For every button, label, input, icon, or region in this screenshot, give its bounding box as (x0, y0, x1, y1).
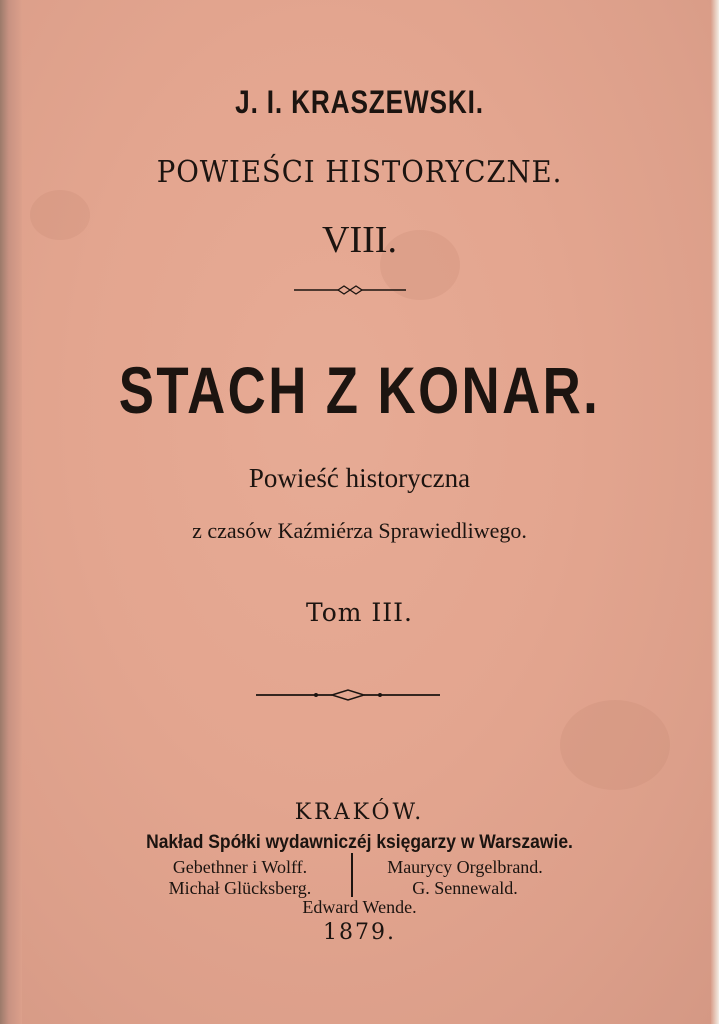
publication-year: 1879. (323, 920, 396, 945)
column-divider (351, 853, 353, 897)
book-title: STACH Z KONAR. (118, 353, 601, 427)
book-subtitle-line2: z czasów Kaźmiérza Sprawiedliwego. (192, 518, 527, 543)
page-edge (711, 0, 719, 1024)
book-spine (0, 0, 22, 1024)
series-number: VIII. (322, 219, 397, 261)
book-subtitle: Powieść historyczna (248, 463, 471, 493)
author-name: J. I. KRASZEWSKI. (235, 84, 484, 120)
paper-stain (560, 700, 670, 790)
partner-name: G. Sennewald. (412, 878, 518, 898)
partner-name: Michał Glücksberg. (168, 878, 312, 898)
partner-name: Gebethner i Wolff. (172, 857, 308, 877)
volume-label: Tom III. (305, 598, 413, 627)
partner-bottom: Edward Wende. (302, 897, 417, 917)
partner-name: Maurycy Orgelbrand. (387, 857, 543, 877)
partners-right (365, 857, 565, 899)
ornament-divider-top (290, 283, 410, 297)
partners-left (140, 857, 340, 899)
ornament-divider-bottom (252, 688, 444, 702)
series-title: POWIEŚCI HISTORYCZNE. (156, 155, 563, 190)
publication-city: KRAKÓW. (294, 800, 425, 825)
publisher-line: Nakład Spółki wydawniczéj księgarzy w Warszawie. (146, 832, 573, 853)
